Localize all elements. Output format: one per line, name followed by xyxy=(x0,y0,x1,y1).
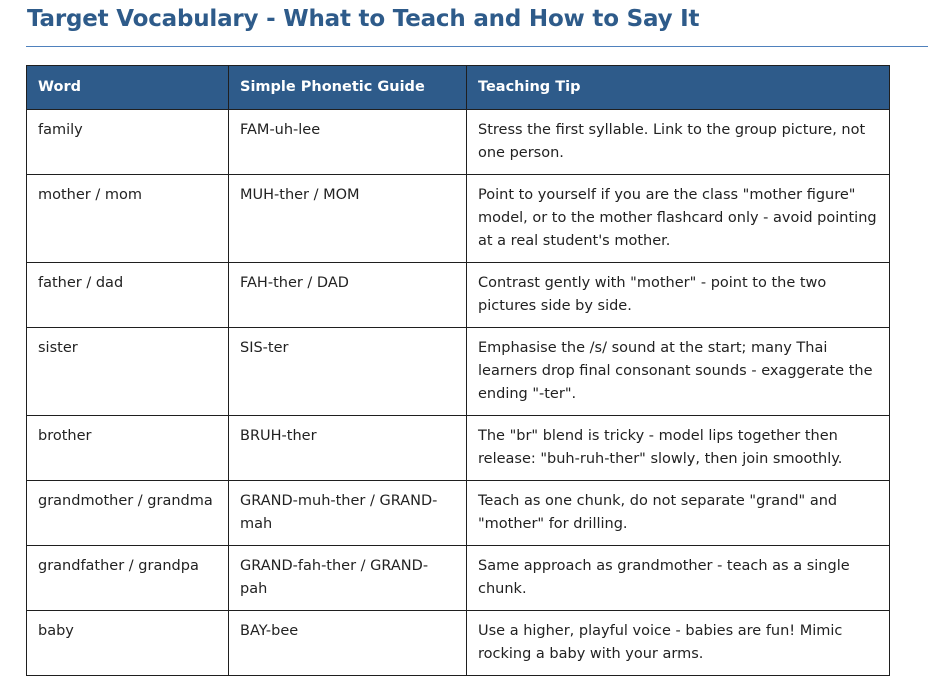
table-row xyxy=(27,546,890,611)
column-header-tip: Teaching Tip xyxy=(467,66,890,110)
phonetic-cell: BRUH-ther xyxy=(229,416,467,481)
heading-underline xyxy=(26,46,928,47)
table-row xyxy=(27,328,890,416)
phonetic-cell: GRAND-muh-ther / GRAND-mah xyxy=(229,481,467,546)
phonetic-cell: MUH-ther / MOM xyxy=(229,175,467,263)
column-header-word: Word xyxy=(27,66,229,110)
table-row xyxy=(27,416,890,481)
page-title: Target Vocabulary - What to Teach and How to Say It xyxy=(27,6,700,32)
word-cell: grandmother / grandma xyxy=(27,481,229,546)
tip-cell: Contrast gently with "mother" - point to the two pictures side by side. xyxy=(467,263,890,328)
phonetic-cell: FAH-ther / DAD xyxy=(229,263,467,328)
table-row xyxy=(27,263,890,328)
phonetic-cell: BAY-bee xyxy=(229,611,467,676)
word-cell: father / dad xyxy=(27,263,229,328)
phonetic-cell: SIS-ter xyxy=(229,328,467,416)
word-cell: mother / mom xyxy=(27,175,229,263)
phonetic-cell: GRAND-fah-ther / GRAND-pah xyxy=(229,546,467,611)
table-header-row xyxy=(27,66,890,110)
table-row xyxy=(27,110,890,175)
tip-cell: Point to yourself if you are the class "mother figure" model, or to the mother flashcard only - avoid pointing at a real student's mother. xyxy=(467,175,890,263)
table-row xyxy=(27,175,890,263)
tip-cell: Use a higher, playful voice - babies are fun! Mimic rocking a baby with your arms. xyxy=(467,611,890,676)
table-row xyxy=(27,611,890,676)
word-cell: grandfather / grandpa xyxy=(27,546,229,611)
word-cell: brother xyxy=(27,416,229,481)
column-header-phonetic: Simple Phonetic Guide xyxy=(229,66,467,110)
word-cell: family xyxy=(27,110,229,175)
phonetic-cell: FAM-uh-lee xyxy=(229,110,467,175)
tip-cell: Stress the first syllable. Link to the group picture, not one person. xyxy=(467,110,890,175)
tip-cell: Same approach as grandmother - teach as a single chunk. xyxy=(467,546,890,611)
tip-cell: The "br" blend is tricky - model lips together then release: "buh-ruh-ther" slowly, then join smoothly. xyxy=(467,416,890,481)
tip-cell: Emphasise the /s/ sound at the start; many Thai learners drop final consonant sounds - exaggerate the ending "-ter". xyxy=(467,328,890,416)
tip-cell: Teach as one chunk, do not separate "grand" and "mother" for drilling. xyxy=(467,481,890,546)
table-row xyxy=(27,481,890,546)
vocabulary-table xyxy=(26,65,890,676)
word-cell: baby xyxy=(27,611,229,676)
word-cell: sister xyxy=(27,328,229,416)
